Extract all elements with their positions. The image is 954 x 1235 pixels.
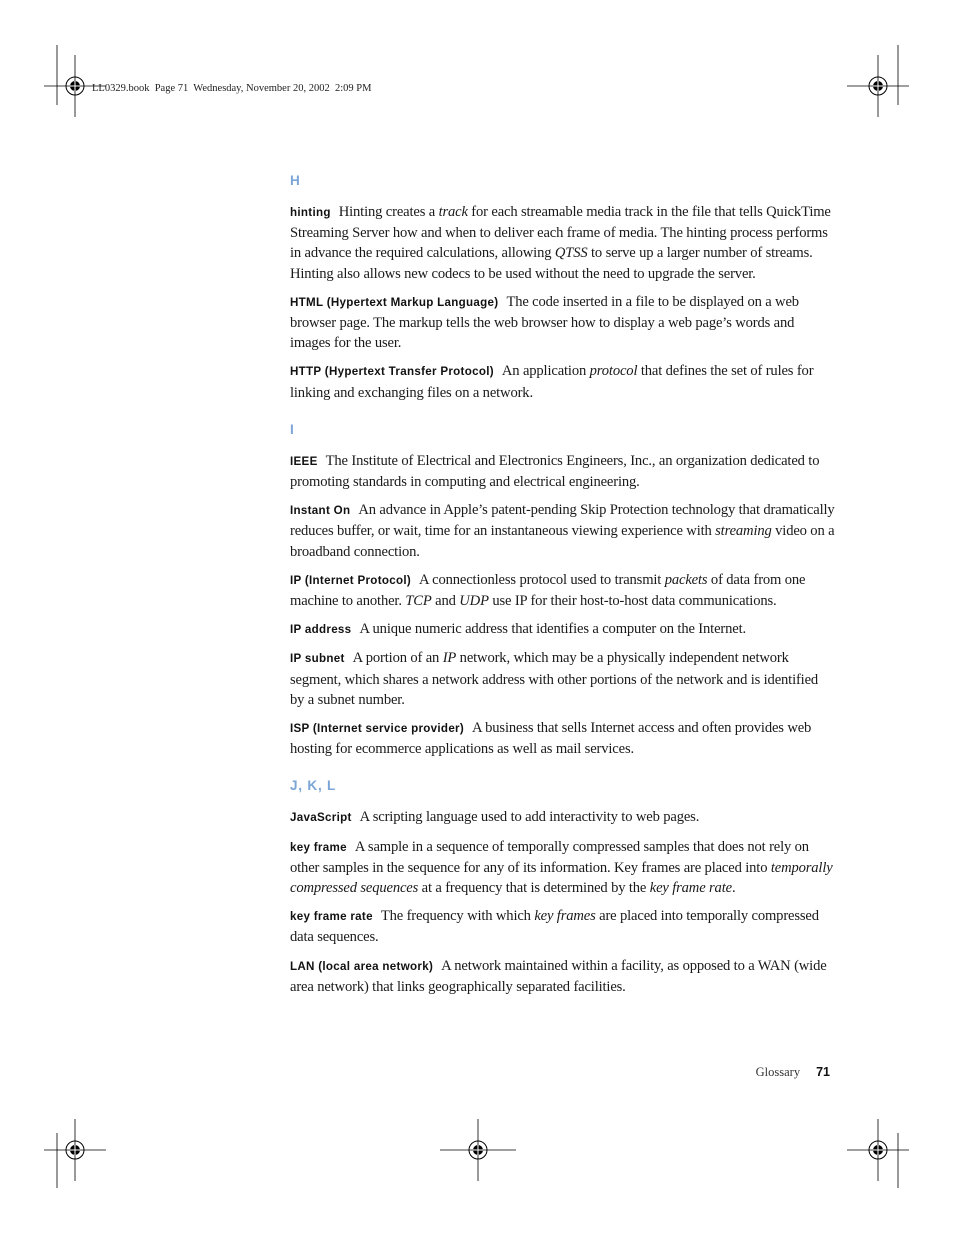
definition-text: network, which may be a physically independent network segment, which shares a network address with other portions of the network and is identified by a subnet number. bbox=[290, 650, 819, 708]
definition-text: The code inserted in a file to be displayed on a web browser page. The markup tells the web browser how to display a web page’s words and images for the user. bbox=[290, 293, 799, 352]
footer-section-label: Glossary bbox=[755, 1065, 801, 1079]
definition-text: for each streamable media track in the file that tells QuickTime Streaming Server how and when to deliver each frame of media. The hinting process performs in advance the required calculations, allowing bbox=[290, 204, 831, 262]
glossary-entry-hinting bbox=[290, 202, 835, 284]
glossary-term: key frame rate bbox=[290, 910, 373, 924]
cross-reference: QTSS bbox=[554, 245, 588, 262]
definition-text: A connectionless protocol used to transmit bbox=[419, 571, 665, 588]
definition-text: of data from one machine to another. bbox=[290, 571, 806, 610]
glossary-entry-http bbox=[290, 361, 835, 402]
registration-mark-icon bbox=[847, 1119, 909, 1181]
cross-reference: key frame rate bbox=[649, 880, 732, 897]
glossary-term: IP address bbox=[290, 623, 352, 637]
definition-text: The Institute of Electrical and Electronics Engineers, Inc., an organization dedicated to promoting standards in computing and electrical engineering. bbox=[290, 452, 820, 491]
definition-text: to serve up a larger number of streams. Hinting also allows new codecs to be used without the need to upgrade the server. bbox=[290, 245, 813, 282]
definition-text: A scripting language used to add interactivity to web pages. bbox=[359, 809, 700, 826]
glossary-term: ISP (Internet service provider) bbox=[290, 722, 465, 736]
registration-mark-icon bbox=[847, 55, 909, 117]
glossary-term: key frame bbox=[290, 840, 347, 854]
cross-reference: TCP bbox=[405, 593, 432, 610]
glossary-term: IP (Internet Protocol) bbox=[290, 573, 412, 587]
glossary-section-h bbox=[290, 172, 835, 403]
definition-text: An advance in Apple’s patent-pending Skip Protection technology that dramatically reduces buffer, or wait, time for an instantaneous viewing experience with bbox=[290, 502, 835, 540]
crop-mark-icon bbox=[897, 1133, 899, 1188]
crop-mark-icon bbox=[897, 45, 899, 105]
definition-text: A unique numeric address that identifies a computer on the Internet. bbox=[359, 621, 746, 638]
glossary-term: IP subnet bbox=[290, 652, 345, 666]
cross-reference: packets bbox=[664, 571, 708, 588]
glossary-entry-html bbox=[290, 292, 835, 354]
print-slug: LL0329.book Page 71 Wednesday, November 20, 2002 2:09 PM bbox=[92, 83, 372, 94]
definition-text: video on a broadband connection. bbox=[290, 523, 835, 560]
cross-reference: protocol bbox=[589, 363, 638, 380]
definition-text: at a frequency that is determined by the bbox=[418, 880, 650, 897]
glossary-term: LAN (local area network) bbox=[290, 959, 434, 973]
glossary-entry-ip-subnet bbox=[290, 648, 835, 710]
page-number: 71 bbox=[816, 1065, 830, 1079]
glossary-entry-key-frame-rate bbox=[290, 906, 835, 947]
crop-mark-icon bbox=[56, 1133, 58, 1188]
glossary-entry-ip-address bbox=[290, 619, 835, 640]
cross-reference: temporally compressed sequences bbox=[290, 859, 833, 897]
definition-text: A network maintained within a facility, as opposed to a WAN (wide area network) that links geographically separated facilities. bbox=[290, 957, 827, 995]
registration-mark-icon bbox=[440, 1119, 516, 1181]
section-heading: J, K, L bbox=[290, 778, 337, 794]
glossary-content bbox=[290, 172, 835, 1005]
glossary-section-jkl bbox=[290, 777, 835, 997]
section-heading: H bbox=[290, 173, 301, 188]
definition-text: A sample in a sequence of temporally compressed samples that does not rely on other samples in the sequence for any of its information. Key frames are placed into bbox=[290, 838, 809, 876]
glossary-entry-instant-on bbox=[290, 500, 835, 562]
cross-reference: streaming bbox=[715, 523, 772, 540]
definition-text: The frequency with which bbox=[380, 908, 535, 925]
glossary-term: Instant On bbox=[290, 504, 351, 518]
page-footer bbox=[700, 1063, 830, 1081]
registration-mark-icon bbox=[44, 1119, 106, 1181]
glossary-entry-ieee bbox=[290, 451, 835, 492]
glossary-entry-key-frame bbox=[290, 837, 835, 899]
definition-text: . bbox=[731, 880, 736, 897]
glossary-entry-ip bbox=[290, 570, 835, 611]
registration-mark-icon bbox=[44, 55, 106, 117]
cross-reference: UDP bbox=[459, 593, 489, 610]
glossary-term: IEEE bbox=[290, 454, 318, 468]
glossary-term: HTTP (Hypertext Transfer Protocol) bbox=[290, 365, 494, 379]
glossary-section-i bbox=[290, 421, 835, 760]
definition-text: A business that sells Internet access and often provides web hosting for ecommerce applications as well as mail services. bbox=[290, 720, 812, 758]
definition-text: use IP for their host-to-host data communications. bbox=[488, 593, 777, 610]
glossary-term: hinting bbox=[290, 206, 331, 219]
glossary-entry-javascript bbox=[290, 807, 835, 828]
definition-text: and bbox=[431, 593, 460, 610]
glossary-entry-isp bbox=[290, 718, 835, 759]
glossary-term: JavaScript bbox=[290, 811, 352, 825]
definition-text: A portion of an bbox=[352, 650, 443, 667]
definition-text: are placed into temporally compressed data sequences. bbox=[290, 908, 819, 946]
glossary-term: HTML (Hypertext Markup Language) bbox=[290, 295, 499, 309]
definition-text: Hinting creates a bbox=[338, 204, 439, 220]
cross-reference: IP bbox=[442, 650, 457, 667]
definition-text: that defines the set of rules for linking and exchanging files on a network. bbox=[290, 363, 814, 401]
definition-text: An application bbox=[501, 363, 590, 380]
crop-mark-icon bbox=[56, 45, 58, 105]
cross-reference: key frames bbox=[534, 908, 596, 925]
glossary-entry-lan bbox=[290, 956, 835, 997]
section-heading: I bbox=[290, 421, 295, 437]
cross-reference: track bbox=[438, 204, 468, 220]
